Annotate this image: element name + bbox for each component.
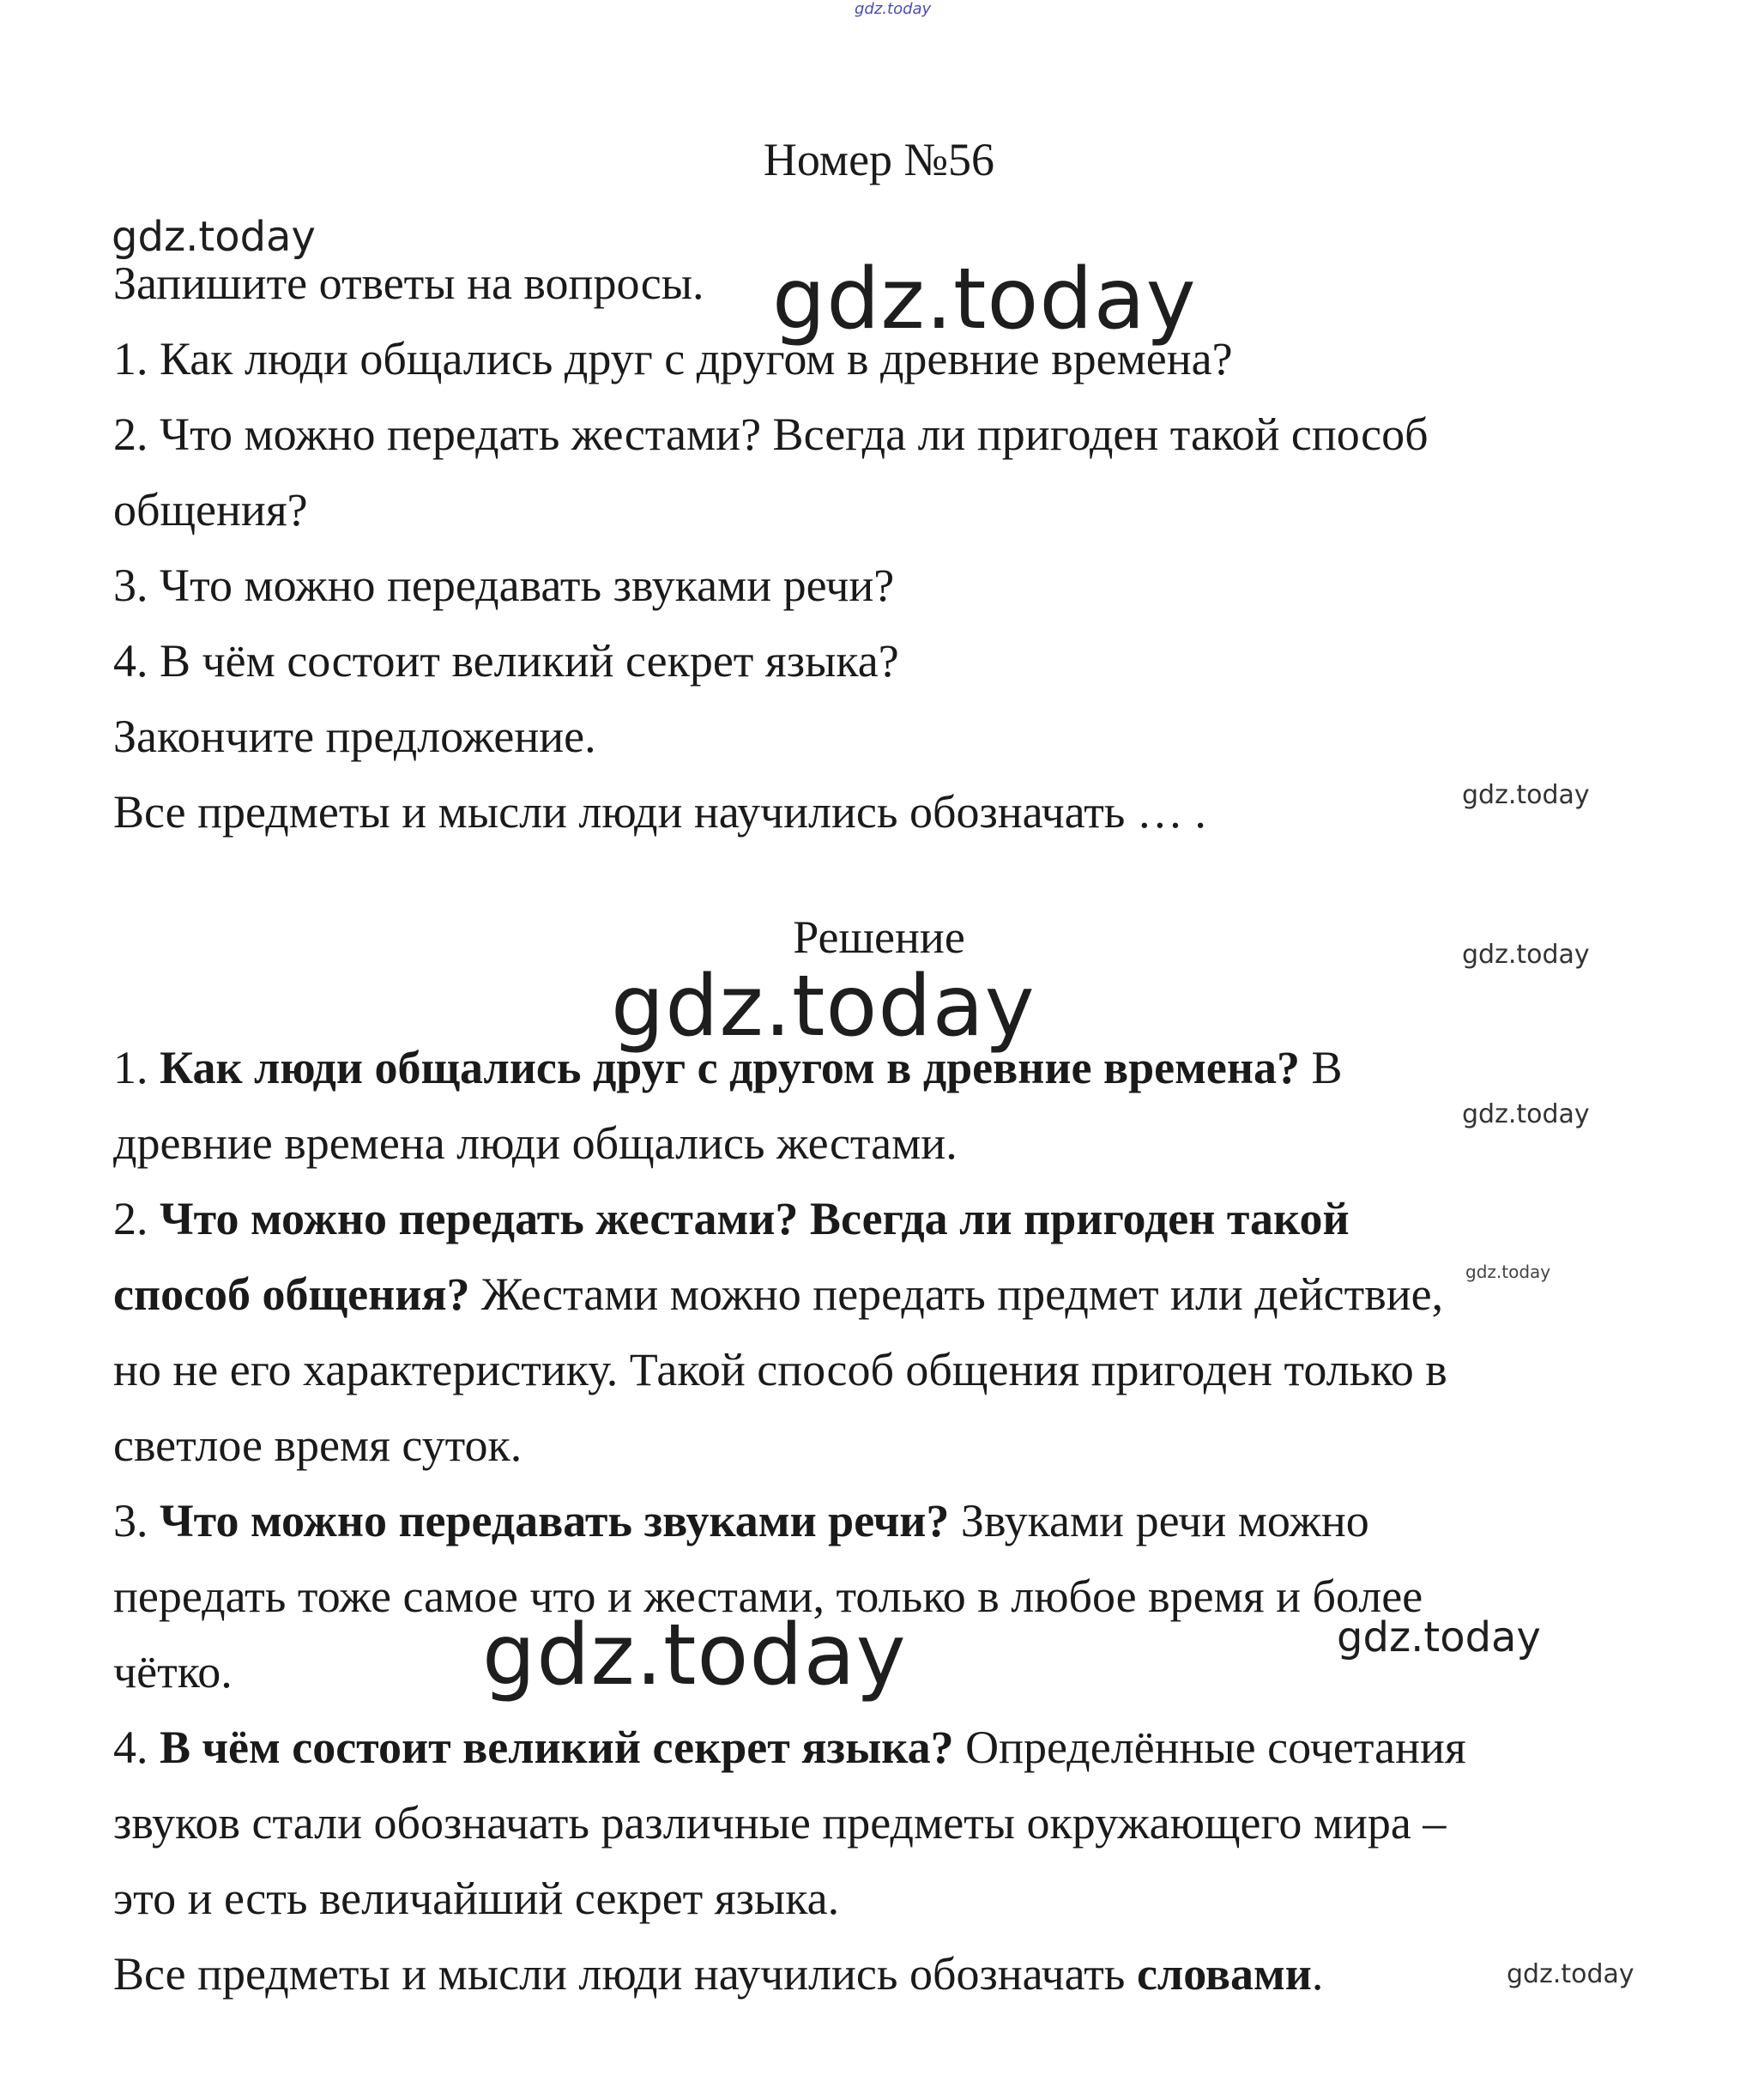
watermark: gdz.today [482, 1607, 907, 1704]
answer-question: Что можно передать жестами? Всегда ли пригоден такой [160, 1193, 1350, 1244]
answer-text: В [1311, 1042, 1343, 1093]
answer-question: Что можно передавать звуками речи? [160, 1495, 950, 1546]
task-question-continued: общения? [113, 484, 308, 536]
watermark: gdz.today [1507, 1959, 1634, 1989]
watermark: gdz.today [112, 213, 316, 261]
task-question: 4. В чём состоит великий секрет языка? [113, 635, 899, 687]
task-intro: Запишите ответы на вопросы. [113, 257, 704, 309]
answer-number: 2. [113, 1193, 148, 1244]
answer-number: 4. [113, 1722, 148, 1773]
answer-4-line-2: звуков стали обозначать различные предметы окружающего мира – [113, 1797, 1447, 1849]
watermark: gdz.today [1462, 780, 1590, 810]
watermark-top: gdz.today [855, 0, 932, 18]
answer-3-line-2: передать тоже самое что и жестами, только в любое время и более [113, 1570, 1423, 1622]
answer-4-line-3: это и есть величайший секрет языка. [113, 1873, 840, 1924]
answer-2-line-2 [113, 1256, 1443, 1332]
final-sentence [113, 1936, 1323, 2012]
answer-text: Жестами можно передать предмет или действие, [481, 1268, 1444, 1320]
task-question: 3. Что можно передавать звуками речи? [113, 560, 895, 611]
final-answer: словами [1136, 1948, 1312, 2000]
page-title: Номер №56 [763, 134, 995, 185]
watermark: gdz.today [1337, 1613, 1541, 1661]
answer-1-continued: древние времена люди общались жестами. [113, 1117, 958, 1169]
answer-number: 3. [113, 1495, 148, 1546]
watermark: gdz.today [1462, 940, 1590, 970]
answer-number: 1. [113, 1042, 148, 1093]
task-complete-label: Закончите предложение. [113, 711, 596, 762]
task-question: 2. Что можно передать жестами? Всегда ли пригоден такой способ [113, 409, 1429, 460]
final-end: . [1311, 1948, 1324, 2000]
answer-question: В чём состоит великий секрет языка? [160, 1722, 954, 1773]
answer-2 [113, 1181, 1350, 1256]
final-text: Все предметы и мысли люди научились обозначать [113, 1948, 1126, 2000]
watermark: gdz.today [1462, 1099, 1590, 1129]
task-complete-sentence: Все предметы и мысли люди научились обозначать … . [113, 786, 1206, 838]
answer-2-line-4: светлое время суток. [113, 1419, 523, 1471]
answer-question: способ общения? [113, 1268, 470, 1320]
answer-1 [113, 1030, 1343, 1105]
watermark: gdz.today [611, 958, 1036, 1056]
answer-4 [113, 1710, 1466, 1785]
answer-2-line-3: но не его характеристику. Такой способ общения пригоден только в [113, 1344, 1447, 1395]
task-question: 1. Как люди общались друг с другом в древние времена? [113, 333, 1233, 384]
answer-question: Как люди общались друг с другом в древние времена? [160, 1042, 1301, 1093]
solution-heading: Решение [793, 911, 965, 963]
watermark: gdz.today [1465, 1262, 1551, 1282]
answer-3-line-3: чётко. [113, 1646, 233, 1698]
answer-3 [113, 1483, 1369, 1558]
answer-text: Определённые сочетания [965, 1722, 1466, 1773]
watermark: gdz.today [772, 251, 1197, 348]
answer-text: Звуками речи можно [960, 1495, 1369, 1546]
